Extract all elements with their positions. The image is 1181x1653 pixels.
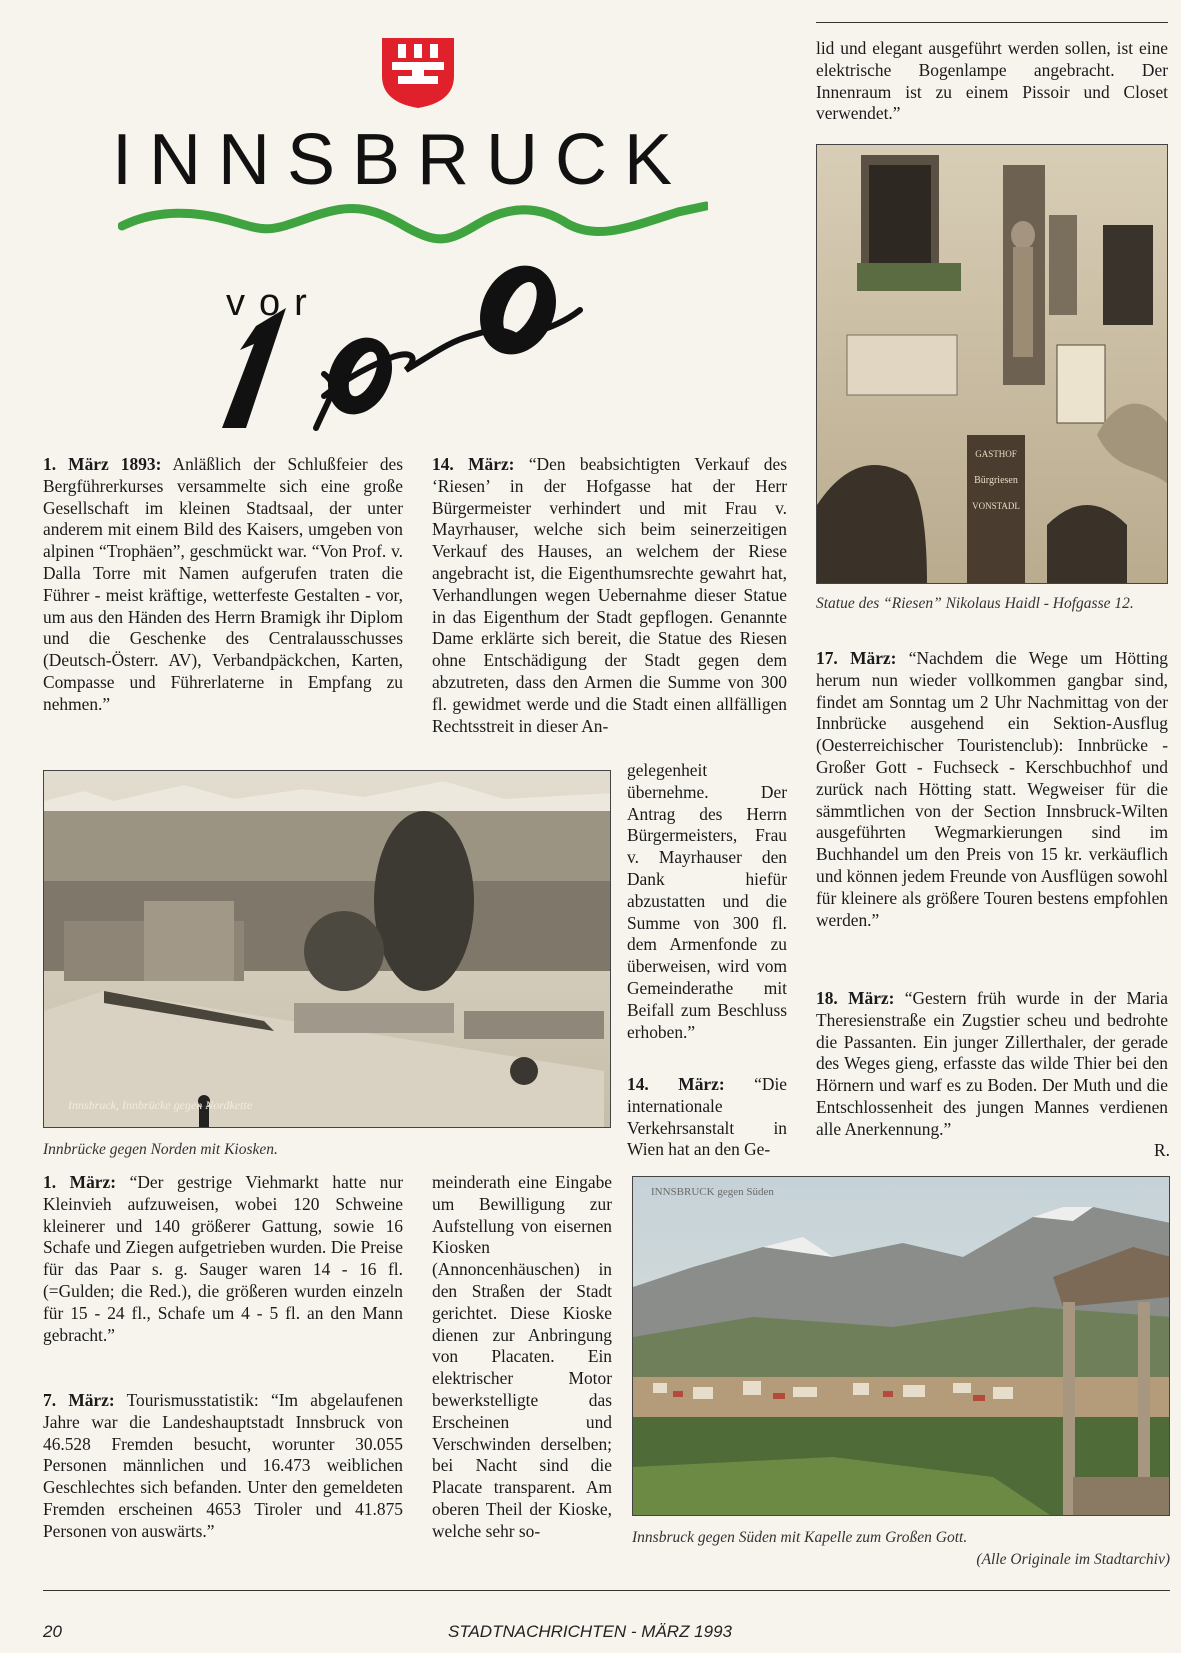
svg-text:VONSTADL: VONSTADL — [972, 501, 1020, 511]
page-number: 20 — [43, 1622, 62, 1641]
photo-innbruecke — [43, 770, 611, 1128]
paragraph-body: Anläßlich der Schlußfeier des Bergführerkurses versammelte sich eine große Gesellschaft im kleinen Stadtsaal, der unter anderem mit einem Bild des Kaisers, umgeben von alpinen “Trophäen”, geschmückt war. “Von Prof. v. Dalla Torre mit Namen aufgerufen traten die Führer - meist kräftige, wetterfeste Gestalten - vor, um aus den Händen des Herrn Bramigk ihr Diplom und die Geschenke des Centralausschusses (Deutsch-Österr. AV), Verbandpäckchen, Karten, Compasse und Führerlaterne in Empfang zu nehmen.” — [43, 454, 403, 714]
paragraph-body: “Der gestrige Viehmarkt hatte nur Kleinvieh aufzuweisen, wobei 120 Schweine kleinerer und 140 größerer Gattung, sowie 16 Schafe und Ziegen aufgetrieben wurden. Die Preise für das Paar s. g. Sauger waren 14 - 16 fl. (=Gulden; die Red.), die größeren wurden einzeln für 15 - 24 fl., Schafe um 4 - 5 fl. an den Mann gebracht.” — [43, 1172, 403, 1345]
paragraph-body: “Die internationale Verkehrsanstalt in Wien hat an den Ge- — [627, 1074, 787, 1160]
author-signature: R. — [1154, 1140, 1170, 1160]
logo-100-jahren — [220, 246, 600, 436]
date-label: 18. März: — [816, 988, 895, 1008]
svg-text:Bürgriesen: Bürgriesen — [974, 475, 1018, 486]
paragraph-body: “Den beabsichtigten Verkauf des ‘Riesen’ in der Hofgasse hat der Herr Bürgermeister verhindert und mit Frau v. Mayrhauser, welche sich beim seinerzeitigen Verkauf des Hauses, an welchem der Riese angebracht ist, die Eigenthumsrechte gewahrt hat, Verhandlungen wegen Uebernahme dieser Statue in das Eigenthum der Stadt gepflogen. Genannte Dame erklärte sich bereit, die Statue des Riesen ohne Entschädigung der Stadt gegen dem abzutreten, dass den Armen die Summe von 300 fl. gewidmet werde und die Stadt einen allfälligen Rechtsstreit in dieser An- — [432, 454, 787, 736]
paragraph-kioske-cont: meinderath eine Eingabe um Bewilligung zur Aufstellung von eisernen Kiosken (Annoncenhäuschen) in den Straßen der Stadt gerichtet. Diese Kioske dienen zur Anbringung von Placaten. Ein elektrischer Motor bewerkstelligte das Erscheinen und Verschwinden derselben; bei Nacht sind die Placate transparent. Am oberen Theil der Kioske, welche sehr so- — [432, 1172, 612, 1541]
paragraph-1-maerz-1893 — [43, 454, 403, 716]
photo-innsbruck-sueden — [632, 1176, 1170, 1516]
photo-inscription: INNSBRUCK gegen Süden — [651, 1186, 774, 1198]
publication-name: STADTNACHRICHTEN - MÄRZ 1993 — [448, 1622, 732, 1641]
photo-sueden-caption: Innsbruck gegen Süden mit Kapelle zum Großen Gott. — [632, 1529, 968, 1546]
paragraph-body: “Nachdem die Wege um Hötting herum nun wieder vollkommen gangbar sind, findet am Sonntag um 2 Uhr Nachmittag von der Innbrücke ausgehend ein Sektion-Ausflug (Oesterreichischer Touristenclub): Innbrücke - Großer Gott - Fuchseck - Kerschbuchhof und zurück nach Hötting statt. Wegweiser für die sämmtlichen von der Section Innsbruck-Wilten ausgeführten Wegmarkierungen sind im Buchhandel um den Preis von 15 kr. verkäuflich und können jedem Freunde von Ausflügen sowohl für kleinere als größere Touren bestens empfohlen werden.” — [816, 648, 1168, 930]
date-label: 14. März: — [432, 454, 515, 474]
photo-statue-riesen — [816, 144, 1168, 584]
top-rule — [816, 22, 1168, 23]
photo-innbruecke-caption: Innbrücke gegen Norden mit Kiosken. — [43, 1141, 278, 1158]
paragraph-body: “Gestern früh wurde in der Maria Theresienstraße ein Zugstier scheu und bedrohte die Passanten. Ein junger Zillerthaler, der gerade des Weges gieng, erfasste das wilde Thier bei den Hörnern und warf es zu Boden. Der Muth und die Entschlossenheit des jungen Mannes verdienen alle Anerkennung.” — [816, 988, 1168, 1139]
green-swoosh-decoration — [118, 198, 708, 250]
page-title: INNSBRUCK — [112, 120, 690, 200]
footer-rule — [43, 1590, 1170, 1591]
paragraph-14-maerz-riese-cont: gelegenheit übernehme. Der Antrag des Herrn Bürgermeisters, Frau v. Mayrhauser den Dank hiefür abzustatten und die Summe von 300 fl. dem Armenfonde zu überweisen, wird vom Gemeinderathe mit Beifall zum Beschluss erhoben.” — [627, 760, 787, 1042]
paragraph-17-maerz — [816, 648, 1168, 931]
paragraph-7-maerz — [43, 1390, 403, 1543]
date-label: 1. März: — [43, 1172, 117, 1192]
date-label: 7. März: — [43, 1390, 115, 1410]
header-vor: vor — [226, 282, 321, 324]
paragraph-14-maerz-kioske — [627, 1074, 787, 1161]
paragraph-1-maerz-viehmarkt — [43, 1172, 403, 1346]
paragraph-18-maerz — [816, 988, 1168, 1141]
date-label: 14. März: — [627, 1074, 725, 1094]
paragraph-14-maerz-riese — [432, 454, 787, 737]
date-label: 17. März: — [816, 648, 897, 668]
paragraph-body: Tourismusstatistik: “Im abgelaufenen Jahre war die Landeshauptstadt Innsbruck von 46.528 Fremden besucht, worunter 30.055 Personen männlichen und 16.473 weiblichen Geschlechtes sich befanden. Unter den gemeldeten Fremden erscheinen 4653 Tiroler und 41.875 Personen von auswärts.” — [43, 1390, 403, 1541]
sign-gasthof-text: GASTHOF — [975, 449, 1017, 459]
date-label: 1. März 1893: — [43, 454, 162, 474]
photo-credit: (Alle Originale im Stadtarchiv) — [976, 1551, 1170, 1568]
coat-of-arms-icon — [380, 36, 456, 110]
photo-statue-caption: Statue des “Riesen” Nikolaus Haidl - Hofgasse 12. — [816, 595, 1134, 612]
paragraph-kiosk-continuation: lid und elegant ausgeführt werden sollen, ist eine elektrische Bogenlampe angebracht. Der Innenraum ist zu einem Pissoir und Closet verwendet.” — [816, 38, 1168, 124]
svg-text:Innsbruck, Innbrücke gegen Nor: Innsbruck, Innbrücke gegen Nordkette — [68, 1098, 253, 1112]
